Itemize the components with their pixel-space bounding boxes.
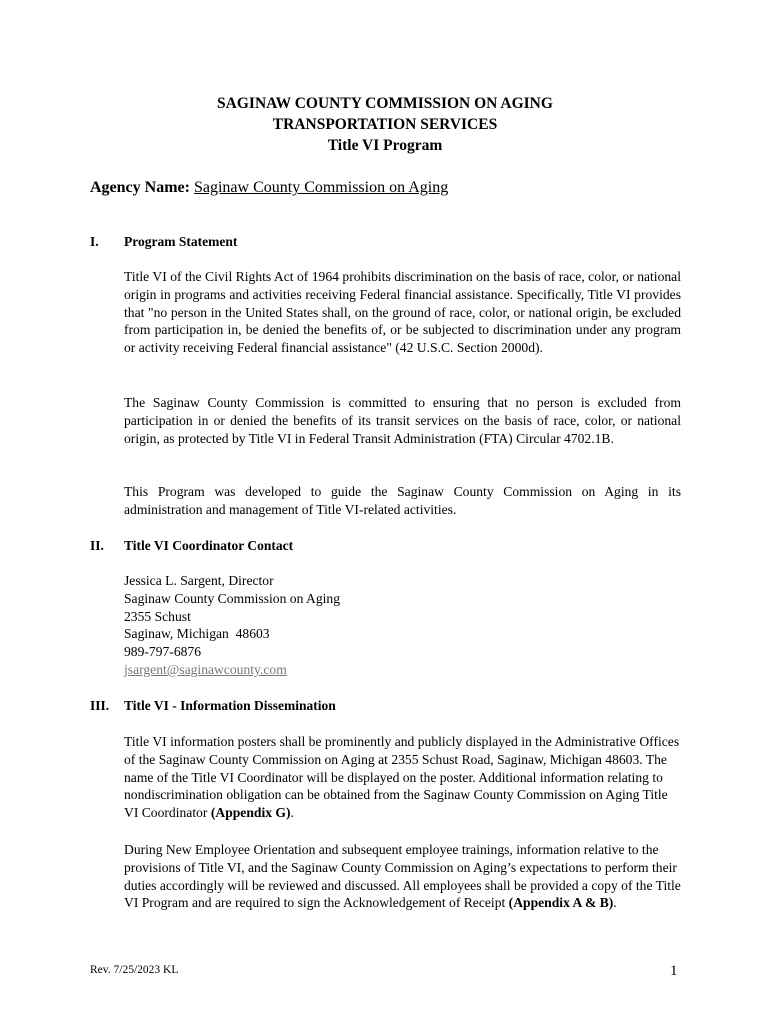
paragraph-text: During New Employee Orientation and subsequent employee trainings, information relative to the provisions of Title VI, and the Saginaw County Commission on Aging’s expectations to perform their duties accordingly will be reviewed and discussed. All employees shall be provided a copy of the Title VI Program and are required to sign the Acknowledgement of Receipt (124, 842, 681, 911)
contact-organization: Saginaw County Commission on Aging (124, 590, 341, 606)
section-title: Title VI Coordinator Contact (124, 538, 294, 553)
document-title (0, 93, 770, 156)
section-2-heading (90, 537, 293, 555)
contact-name: Jessica L. Sargent, Director (124, 573, 274, 588)
section-number: III. (90, 698, 110, 713)
agency-value: Saginaw County Commission on Aging (193, 179, 449, 196)
title-line-3: Title VI Program (327, 137, 443, 154)
section-1-paragraph-3: This Program was developed to guide the Saginaw County Commission on Aging in its administration and management of Title VI-related activities. (124, 484, 681, 517)
revision-footer: Rev. 7/25/2023 KL (90, 964, 179, 976)
paragraph-text: Title VI information posters shall be prominently and publicly displayed in the Administrative Offices of the Saginaw County Commission on Aging at 2355 Schust Road, Saginaw, Michigan 48603. The name of the Title VI Coordinator will be displayed on the poster. Additional information relating to nondiscrimination obligation can be obtained from the Saginaw County Commission on Aging Title VI Coordinator (124, 734, 680, 821)
contact-email-link[interactable]: jsargent@saginawcounty.com (124, 661, 287, 677)
section-1-paragraph-1: Title VI of the Civil Rights Act of 1964 prohibits discrimination on the basis of race, color, or national origin in programs and activities receiving Federal financial assistance. Specifically, Title VI provides that "no person in the United States shall, on the ground of race, color, or national origin, be excluded from participation in, be denied the benefits of, or be subjected to discrimination under any program or activity receiving Federal financial assistance" (42 U.S.C. Section 2000d). (124, 269, 681, 356)
section-number: I. (90, 234, 99, 249)
section-title: Title VI - Information Dissemination (124, 698, 336, 713)
page-number: 1 (670, 963, 678, 979)
paragraph-end: . (290, 805, 294, 821)
contact-street: 2355 Schust (124, 608, 191, 624)
section-3-paragraph-1 (124, 733, 681, 822)
section-3-heading (90, 697, 336, 715)
agency-label: Agency Name: (90, 179, 190, 196)
contact-phone: 989-797-6876 (124, 644, 202, 660)
section-title: Program Statement (124, 234, 238, 249)
agency-name-line (90, 177, 448, 198)
section-number: II. (90, 538, 104, 553)
title-line-1: SAGINAW COUNTY COMMISSION ON AGING (217, 95, 553, 112)
title-line-2: TRANSPORTATION SERVICES (272, 116, 498, 133)
paragraph-end: . (613, 895, 617, 911)
section-3-paragraph-2 (124, 841, 681, 912)
coordinator-contact (124, 572, 340, 679)
appendix-reference: (Appendix G) (210, 805, 291, 821)
appendix-reference: (Appendix A & B) (508, 895, 614, 911)
contact-city: Saginaw, Michigan 48603 (124, 626, 270, 642)
section-1-paragraph-2: The Saginaw County Commission is committed to ensuring that no person is excluded from participation in or denied the benefits of its transit services on the basis of race, color, or national origin, as protected by Title VI in Federal Transit Administration (FTA) Circular 4702.1B. (124, 395, 681, 446)
section-1-heading (90, 233, 237, 251)
